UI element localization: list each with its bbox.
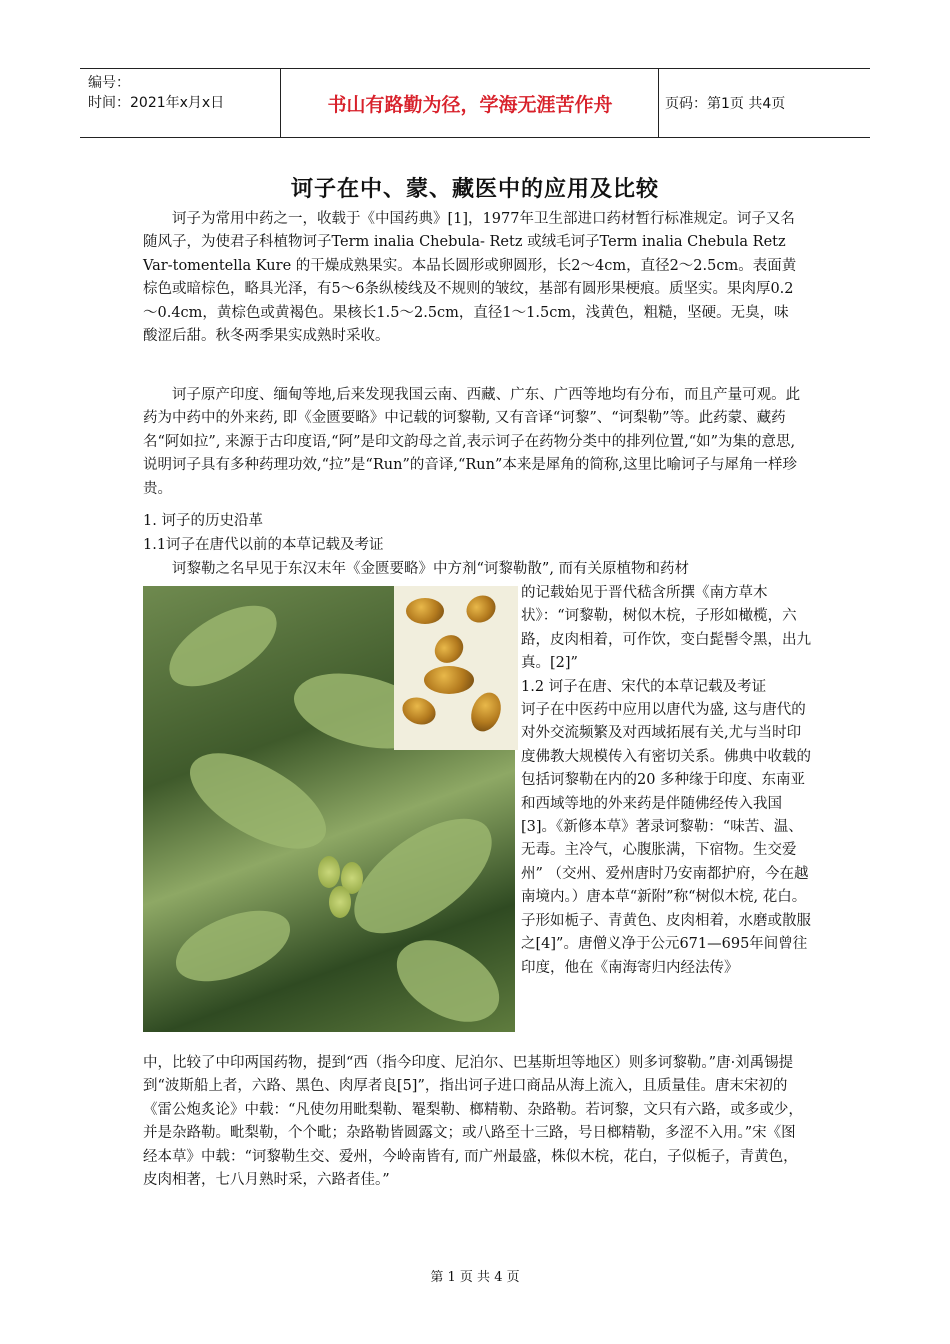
- subsection-heading: 1.1诃子在唐代以前的本草记载及考证: [143, 537, 384, 553]
- document-title: 诃子在中、蒙、藏医中的应用及比较: [290, 177, 659, 202]
- paragraph-history: 诃黎勒之名早见于东汉末年《金匮要略》中方剂“诃黎勒散”, 而有关原植物和药材: [143, 561, 690, 577]
- header-meta: [88, 73, 268, 113]
- paragraph-intro: 诃子为常用中药之一，收载于《中国药典》[1]，1977年卫生部进口药材暂行标准规定。诃子又名随风子，为使君子科植物诃子Term inalia Chebula- Retz 或绒毛诃子Term inalia Chebula Retz Var-tomentella Kure 的干燥成熟果实。本品长圆形或卵圆形，长2～4cm，直径2～2.5cm。表面黄棕色或暗棕色，略具光泽，有5～6条纵棱线及不规则的皱纹，基部有圆形果梗痕。质坚实。果肉厚0.2～0.4cm，黄棕色或黄褐色。果核长1.5～2.5cm，直径1～1.5cm，浅黄色，粗糙，坚硬。无臭，味酸涩后甜。秋冬两季果实成熟时采收。: [143, 211, 797, 345]
- page-footer: 第 1 页 共 4 页: [430, 1270, 520, 1285]
- header-divider: [658, 69, 659, 137]
- fruit-inset-photo: [394, 586, 518, 750]
- paragraph-continued: 中，比较了中印两国药物，提到“西（指今印度、尼泊尔、巴基斯坦等地区）则多诃黎勒。”唐·刘禹锡提到“波斯船上者，六路、黑色、肉厚者良[5]”，指出诃子进口商品从海上流入，且质量佳。唐末宋初的《雷公炮炙论》中载：“凡使勿用毗梨勒、罨梨勒、榔精勒、杂路勒。若诃黎，文只有六路，或多或少，并是杂路勒。毗梨勒，个个毗；杂路勒皆圆露文；或八路至十三路，号日榔精勒，多涩不入用。”宋《图经本草》中载：“诃黎勒生交、爱州，今岭南皆有, 而广州最盛，株似木梡，花白，子似栀子，青黄色，皮肉相著，七八月熟时采，六路者佳。”: [143, 1055, 803, 1189]
- page-header: [80, 68, 870, 138]
- header-number: 编号：: [88, 75, 130, 91]
- paragraph-origin: 诃子原产印度、缅甸等地,后来发现我国云南、西藏、广东、广西等地均有分布，而且产量可观。此药为中药中的外来药, 即《金匮要略》中记载的诃黎勒, 又有音译“诃黎”、“诃梨勒”等。此药蒙、藏药名“阿如拉”, 来源于古印度语,“阿”是印文韵母之首,表示诃子在药物分类中的排列位置,“如”为集的意思, 说明诃子具有多种药理功效,“拉”是“Run”的音译,“Run”本来是犀角的简称,这里比喻诃子与犀角一样珍贵。: [143, 387, 801, 497]
- header-motto: 书山有路勤为径，学海无涯苦作舟: [327, 93, 613, 116]
- header-page: 页码：第1页 共4页: [665, 96, 786, 112]
- paragraph-wrap: 的记载始见于晋代嵇含所撰《南方草木状》：“诃黎勒，树似木梡，子形如橄榄，六路，皮肉相着，可作饮，变白髭髻令黑，出九真。[2]” 1.2 诃子在唐、宋代的本草记载及考证 诃子在中医药中应用以唐代为盛, 这与唐代的对外交流频繁及对西域拓展有关,尤与当时印度佛教大规模传入有密切关系。佛典中收载的包括诃黎勒在内的20 多种缘于印度、东南亚和西域等地的外来药是伴随佛经传入我国[3]。《新修本草》著录诃黎勒：“味苦、温、无毒。主冷气，心腹胀满，下宿物。生交爱州” （交州、爱州唐时乃安南都护府，今在越南境内。）唐本草“新附”称“树似木梡, 花白。子形如栀子、青黄色、皮肉相着，水磨或散服之[4]”。唐僧义净于公元671—695年间曾往印度，他在《南海寄归内经法传》: [521, 585, 811, 976]
- header-date: 时间：2021年x月x日: [88, 95, 225, 111]
- section-heading: 1. 诃子的历史沿革: [143, 513, 263, 529]
